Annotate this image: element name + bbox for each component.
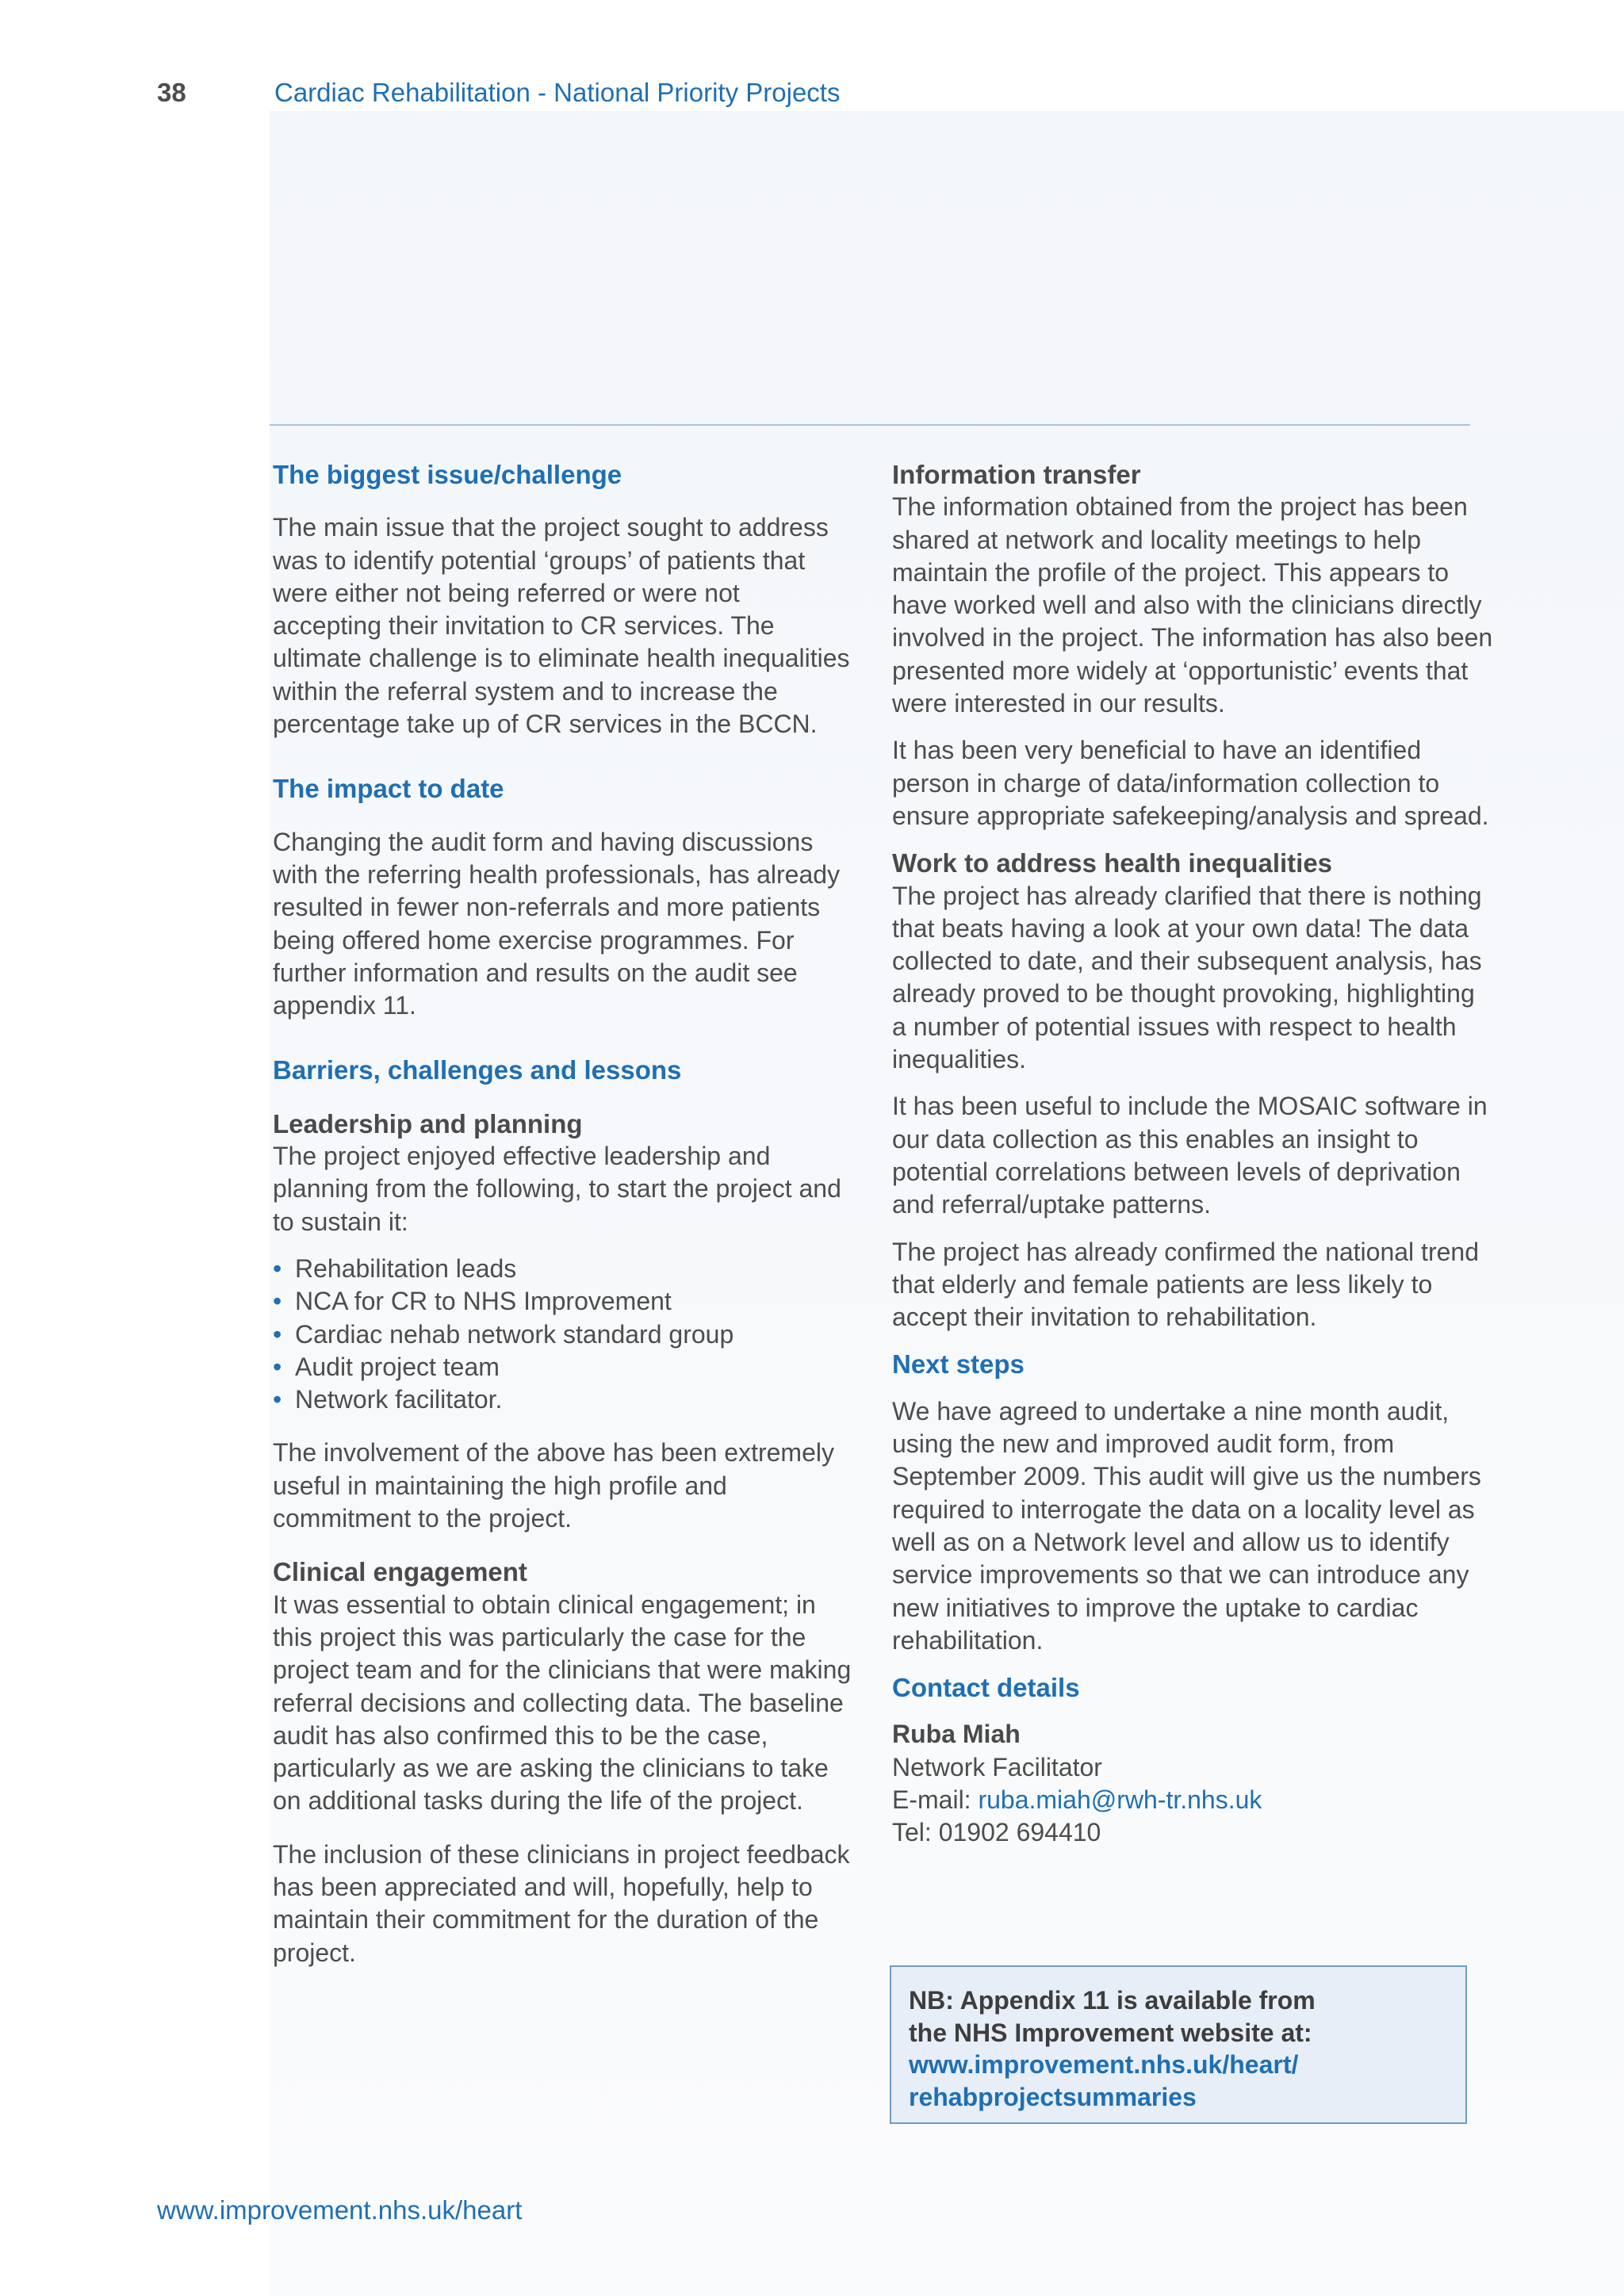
paragraph: It has been very beneficial to have an identified person in charge of data/information collection to ensure appropriate safekeeping/analysis and spread. xyxy=(892,736,1489,830)
heading-contact-details: Contact details xyxy=(892,1673,1080,1703)
subheading-health-inequalities: Work to address health inequalities xyxy=(892,848,1333,878)
paragraph: The inclusion of these clinicians in project feedback has been appreciated and will, hopefully, help to maintain their commitment for the duration of the project. xyxy=(273,1839,850,1967)
paragraph: Changing the audit form and having discussions with the referring health professionals, has already resulted in fewer non-referrals and more patients being offered home exercise programmes. For further information and results on the audit see appendix 11. xyxy=(273,827,841,1020)
paragraph: The project has already confirmed the national trend that elderly and female patients are less likely to accept their invitation to rehabilitation. xyxy=(892,1237,1479,1332)
note-line: NB: Appendix 11 is available from xyxy=(909,1986,1316,2015)
left-column xyxy=(273,458,852,1969)
paragraph: It was essential to obtain clinical engagement; in this project this was particularly the case for the project team and for the clinicians that were making referral decisions and collecting data. The baseline audit has also confirmed this to be the case, particularly as we are asking the clinicians to take on additional tasks during the life of the project. xyxy=(273,1590,852,1816)
paragraph: The main issue that the project sought to address was to identify potential ‘groups’ of patients that were either not being referred or were not accepting their invitation to CR services. The ultimate challenge is to eliminate health inequalities within the referral system and to increase the percentage take up of CR services in the BCCN. xyxy=(273,513,850,739)
paragraph: The information obtained from the project has been shared at network and locality meetings to help maintain the profile of the project. This appears to have worked well and also with the clinicians directly involved in the project. The information has also been presented more widely at ‘opportunistic’ events that were interested in our results. xyxy=(892,492,1493,718)
running-title: Cardiac Rehabilitation - National Priority Projects xyxy=(274,78,841,107)
contact-name: Ruba Miah xyxy=(892,1720,1021,1749)
paragraph: We have agreed to undertake a nine month audit, using the new and improved audit form, from September 2009. This audit will give us the numbers required to interrogate the data on a locality level as well as on a Network level and allow us to identify service improvements so that we can introduce any new initiatives to improve the uptake to cardiac rehabilitation. xyxy=(892,1396,1481,1655)
contact-phone: Tel: 01902 694410 xyxy=(892,1818,1101,1847)
footer-url[interactable]: www.improvement.nhs.uk/heart xyxy=(157,2195,523,2225)
note-line: the NHS Improvement website at: xyxy=(909,2018,1312,2047)
list-item: • Network facilitator. xyxy=(273,1383,852,1416)
paragraph: The project has already clarified that there is nothing that beats having a look at your own data! The data collected to date, and their subsequent analysis, has already proved to be thought provoking, highlighting a number of potential issues with respect to health inequalities. xyxy=(892,881,1482,1074)
heading-barriers: Barriers, challenges and lessons xyxy=(273,1055,682,1085)
list-item: • NCA for CR to NHS Improvement xyxy=(273,1285,852,1318)
paragraph: The project enjoyed effective leadership and planning from the following, to start the project and to sustain it: xyxy=(273,1142,841,1236)
appendix-note-box xyxy=(890,1965,1467,2124)
right-column xyxy=(892,458,1495,1850)
heading-biggest-issue: The biggest issue/challenge xyxy=(273,460,622,489)
email-label: E-mail: xyxy=(892,1785,979,1814)
paragraph: The involvement of the above has been extremely useful in maintaining the high profile and commitment to the project. xyxy=(273,1438,834,1533)
contact-email-line xyxy=(892,1784,1495,1816)
subheading-leadership: Leadership and planning xyxy=(273,1108,583,1138)
list-item: • Rehabilitation leads xyxy=(273,1253,852,1285)
heading-impact-to-date: The impact to date xyxy=(273,774,504,804)
note-link[interactable]: www.improvement.nhs.uk/heart/ xyxy=(909,2050,1299,2079)
subheading-information-transfer: Information transfer xyxy=(892,460,1141,489)
email-link[interactable]: ruba.miah@rwh-tr.nhs.uk xyxy=(978,1785,1262,1814)
note-link[interactable]: rehabprojectsummaries xyxy=(909,2082,1197,2111)
contact-role: Network Facilitator xyxy=(892,1752,1102,1781)
subheading-clinical-engagement: Clinical engagement xyxy=(273,1557,527,1587)
paragraph: It has been useful to include the MOSAIC software in our data collection as this enables an insight to potential correlations between levels of deprivation and referral/uptake patterns. xyxy=(892,1092,1488,1219)
list-item: • Audit project team xyxy=(273,1351,852,1383)
heading-next-steps: Next steps xyxy=(892,1349,1025,1380)
bullet-list xyxy=(273,1253,852,1416)
list-item: • Cardiac nehab network standard group xyxy=(273,1318,852,1351)
page-number: 38 xyxy=(157,78,186,107)
header-divider xyxy=(270,424,1470,426)
